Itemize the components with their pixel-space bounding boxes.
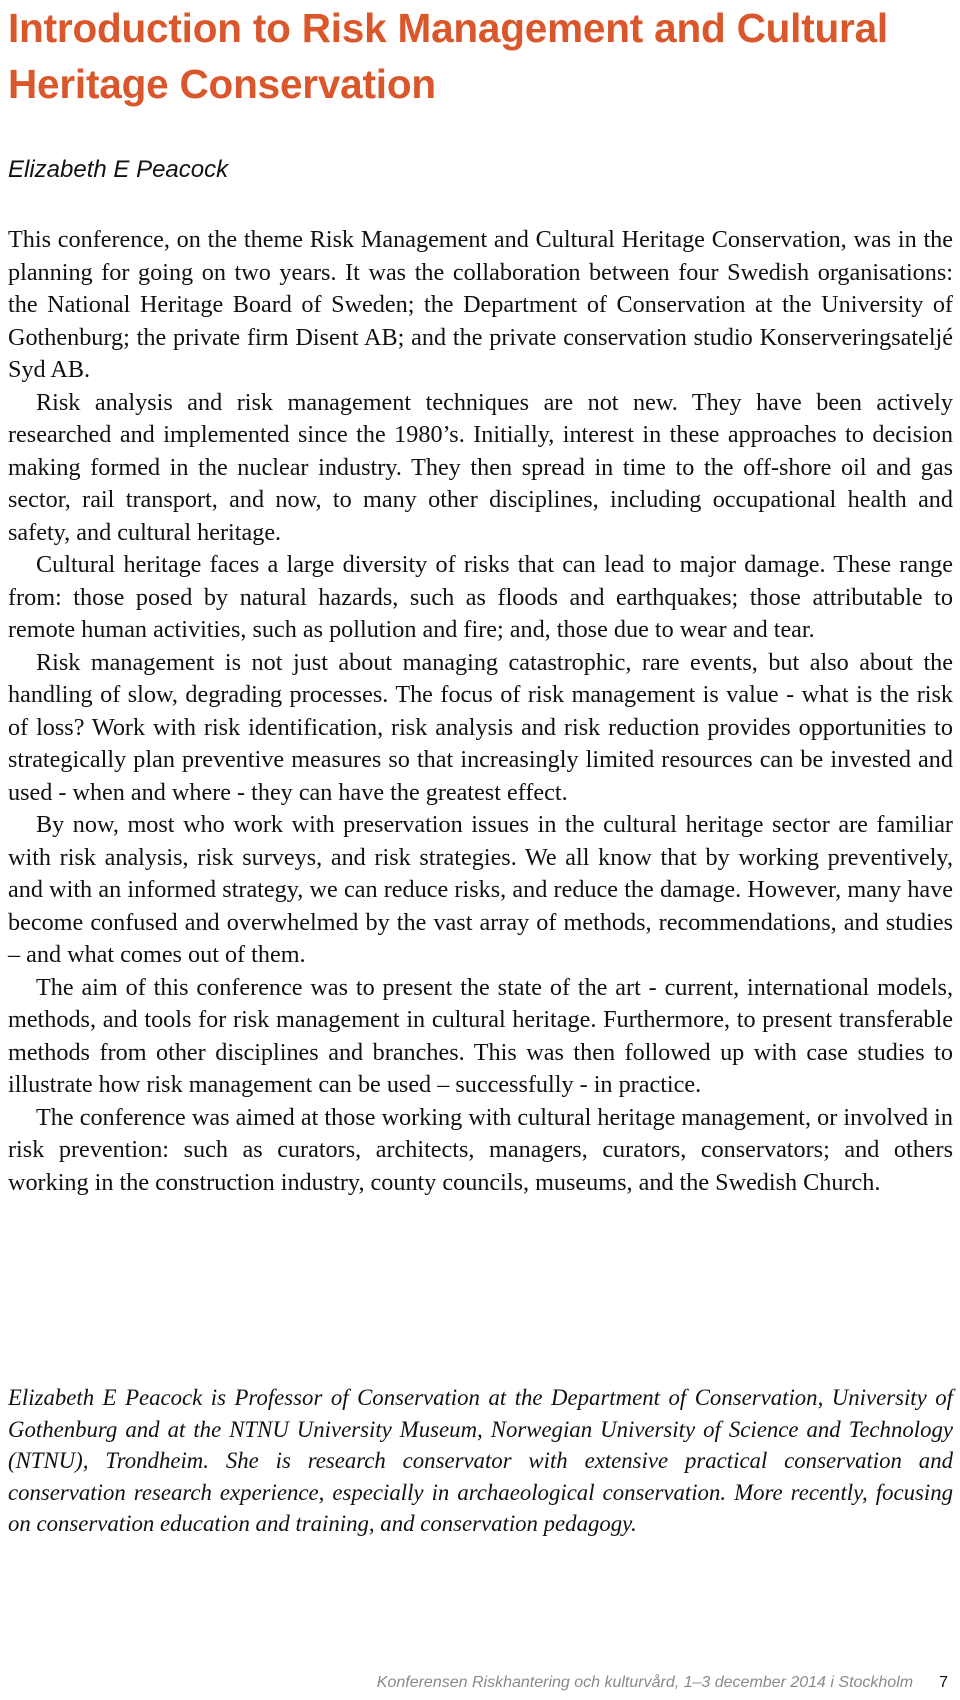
author-name: Elizabeth E Peacock: [8, 156, 229, 183]
page-number: 7: [939, 1674, 948, 1691]
paragraph-6: The aim of this conference was to present the state of the art - current, international models, methods, and tools for risk management in cultural heritage. Furthermore, to present transferable methods from other disciplines and branches. This was then followed up with case studies to illustrate how risk management can be used – successfully - in practice.: [8, 973, 953, 1098]
paragraph-3: Cultural heritage faces a large diversity of risks that can lead to major damage. These range from: those posed by natural hazards, such as floods and earthquakes; those attributable to remote human activities, such as pollution and fire; and, those due to wear and tear.: [8, 551, 953, 643]
paragraph-4: Risk management is not just about managing catastrophic, rare events, but also about the handling of slow, degrading processes. The focus of risk management is value - what is the risk of loss? Work with risk identification, risk analysis and risk reduction provides opportunities to strategically plan preventive measures so that increasingly limited resources can be invested and used - when and where - they can have the greatest effect.: [8, 648, 953, 806]
paragraph-7: The conference was aimed at those working with cultural heritage management, or involved in risk prevention: such as curators, architects, managers, curators, conservators; and others working in the construction industry, county councils, museums, and the Swedish Church.: [8, 1103, 953, 1196]
paragraph-1: This conference, on the theme Risk Management and Cultural Heritage Conservation, was in the planning for going on two years. It was the collaboration between four Swedish organisations: the National Heritage Board of Sweden; the Department of Conservation at the University of Gothenburg; the private firm Disent AB; and the private conservation studio Konserveringsateljé Syd AB.: [8, 226, 953, 383]
paragraph-5: By now, most who work with preservation issues in the cultural heritage sector are familiar with risk analysis, risk surveys, and risk strategies. We all know that by working preventively, and with an informed strategy, we can reduce risks, and reduce the damage. However, many have become confused and overwhelmed by the vast array of methods, recommendations, and studies – and what comes out of them.: [8, 811, 953, 968]
article-title: Introduction to Risk Management and Cultural Heritage Conservation: [8, 5, 888, 107]
article-body: [8, 224, 953, 1199]
page-footer: [0, 1674, 948, 1692]
author-bio: Elizabeth E Peacock is Professor of Conservation at the Department of Conservation, University of Gothenburg and at the NTNU University Museum, Norwegian University of Science and Technology (NTNU), Trondheim. She is research conservator with extensive practical conservation and conservation research experience, especially in archaeological conservation. More recently, focusing on conservation education and training, and conservation pedagogy.: [8, 1385, 953, 1536]
footer-conference-text: Konferensen Riskhantering och kulturvård, 1–3 december 2014 i Stockholm: [376, 1674, 914, 1691]
paragraph-2: Risk analysis and risk management techniques are not new. They have been actively researched and implemented since the 1980’s. Initially, interest in these approaches to decision making formed in the nuclear industry. They then spread in time to the off-shore oil and gas sector, rail transport, and now, to many other disciplines, including occupational health and safety, and cultural heritage.: [8, 388, 953, 546]
